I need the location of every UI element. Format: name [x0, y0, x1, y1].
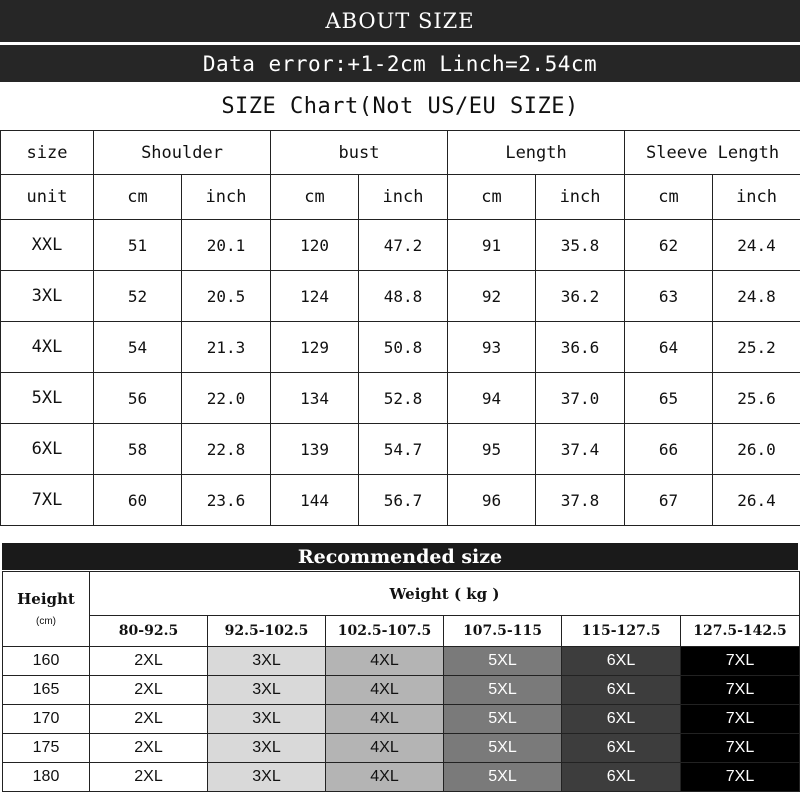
- recommended-size-cell: 2XL: [90, 705, 208, 734]
- height-unit: (cm): [36, 616, 56, 628]
- bust-inch-value: 54.7: [359, 424, 448, 475]
- unit-inch: inch: [713, 175, 800, 220]
- height-row: [3, 734, 800, 763]
- height-value: 175: [3, 734, 90, 763]
- data-error-banner: [0, 45, 800, 82]
- recommended-size-cell: 3XL: [208, 763, 326, 792]
- bust-inch-value: 48.8: [359, 271, 448, 322]
- size-name: 7XL: [1, 475, 94, 526]
- recommended-size-cell: 6XL: [562, 705, 681, 734]
- recommended-size-cell: 2XL: [90, 676, 208, 705]
- height-label: Height: [17, 589, 75, 608]
- shoulder-inch-value: 22.0: [182, 373, 271, 424]
- recommended-size-header: [2, 543, 798, 570]
- recommended-size-cell: 4XL: [326, 734, 444, 763]
- size-name: 6XL: [1, 424, 94, 475]
- shoulder-cm-value: 58: [94, 424, 182, 475]
- height-value: 165: [3, 676, 90, 705]
- sleeve-inch-value: 24.4: [713, 220, 800, 271]
- sleeve-cm-value: 62: [625, 220, 713, 271]
- unit-inch: inch: [359, 175, 448, 220]
- bust-inch-value: 56.7: [359, 475, 448, 526]
- recommended-size-cell: 6XL: [562, 647, 681, 676]
- bust-cm-value: 134: [271, 373, 359, 424]
- sleeve-cm-value: 64: [625, 322, 713, 373]
- bust-cm-value: 129: [271, 322, 359, 373]
- height-row: [3, 763, 800, 792]
- recommended-size-cell: 7XL: [681, 763, 800, 792]
- recommended-size-cell: 5XL: [444, 676, 562, 705]
- unit-inch: inch: [182, 175, 271, 220]
- shoulder-inch-value: 20.1: [182, 220, 271, 271]
- size-name: XXL: [1, 220, 94, 271]
- unit-cm: cm: [448, 175, 536, 220]
- height-value: 170: [3, 705, 90, 734]
- size-label-cell: size: [1, 131, 94, 175]
- unit-header-row: [1, 175, 800, 220]
- weight-range: 127.5-142.5: [681, 616, 800, 647]
- unit-cm: cm: [94, 175, 182, 220]
- group-sleeve-length: Sleeve Length: [625, 131, 800, 175]
- length-cm-value: 91: [448, 220, 536, 271]
- length-cm-value: 96: [448, 475, 536, 526]
- length-inch-value: 36.6: [536, 322, 625, 373]
- recommended-size-cell: 5XL: [444, 705, 562, 734]
- bust-cm-value: 120: [271, 220, 359, 271]
- recommended-size-cell: 7XL: [681, 647, 800, 676]
- height-row: [3, 676, 800, 705]
- bust-cm-value: 124: [271, 271, 359, 322]
- recommended-size-cell: 6XL: [562, 763, 681, 792]
- recommended-size-title: Recommended size: [297, 545, 503, 568]
- weight-range-row: [3, 616, 800, 647]
- recommended-size-cell: 3XL: [208, 705, 326, 734]
- sleeve-cm-value: 66: [625, 424, 713, 475]
- sleeve-inch-value: 25.2: [713, 322, 800, 373]
- size-name: 5XL: [1, 373, 94, 424]
- about-size-header: [0, 0, 800, 42]
- recommended-size-cell: 5XL: [444, 734, 562, 763]
- sleeve-inch-value: 26.0: [713, 424, 800, 475]
- data-error-note: Data error:+1-2cm Linch=2.54cm: [202, 51, 598, 76]
- shoulder-inch-value: 20.5: [182, 271, 271, 322]
- size-name: 3XL: [1, 271, 94, 322]
- weight-header-row: [3, 572, 800, 616]
- shoulder-inch-value: 23.6: [182, 475, 271, 526]
- recommended-size-cell: 4XL: [326, 647, 444, 676]
- unit-cm: cm: [271, 175, 359, 220]
- group-length: Length: [448, 131, 625, 175]
- recommended-size-cell: 6XL: [562, 676, 681, 705]
- recommended-size-cell: 2XL: [90, 647, 208, 676]
- recommended-size-cell: 3XL: [208, 647, 326, 676]
- recommended-size-cell: 2XL: [90, 734, 208, 763]
- recommended-size-cell: 4XL: [326, 705, 444, 734]
- bust-inch-value: 52.8: [359, 373, 448, 424]
- size-row: [1, 322, 800, 373]
- shoulder-cm-value: 60: [94, 475, 182, 526]
- unit-label-cell: unit: [1, 175, 94, 220]
- recommended-size-cell: 7XL: [681, 734, 800, 763]
- length-inch-value: 37.0: [536, 373, 625, 424]
- height-value: 180: [3, 763, 90, 792]
- length-inch-value: 35.8: [536, 220, 625, 271]
- recommended-size-table: [2, 571, 800, 792]
- bust-cm-value: 139: [271, 424, 359, 475]
- weight-range: 92.5-102.5: [208, 616, 326, 647]
- unit-cm: cm: [625, 175, 713, 220]
- length-inch-value: 37.8: [536, 475, 625, 526]
- height-row: [3, 705, 800, 734]
- recommended-size-cell: 4XL: [326, 676, 444, 705]
- shoulder-cm-value: 51: [94, 220, 182, 271]
- length-cm-value: 94: [448, 373, 536, 424]
- size-chart-title: SIZE Chart(Not US/EU SIZE): [221, 93, 579, 119]
- sleeve-inch-value: 24.8: [713, 271, 800, 322]
- size-row: [1, 220, 800, 271]
- recommended-size-cell: 5XL: [444, 647, 562, 676]
- weight-range: 115-127.5: [562, 616, 681, 647]
- height-value: 160: [3, 647, 90, 676]
- sleeve-cm-value: 63: [625, 271, 713, 322]
- recommended-size-cell: 7XL: [681, 705, 800, 734]
- group-shoulder: Shoulder: [94, 131, 271, 175]
- size-row: [1, 373, 800, 424]
- sleeve-inch-value: 25.6: [713, 373, 800, 424]
- shoulder-inch-value: 22.8: [182, 424, 271, 475]
- length-cm-value: 95: [448, 424, 536, 475]
- length-inch-value: 36.2: [536, 271, 625, 322]
- recommended-size-cell: 3XL: [208, 734, 326, 763]
- unit-inch: inch: [536, 175, 625, 220]
- group-bust: bust: [271, 131, 448, 175]
- size-chart-table: [0, 130, 800, 526]
- recommended-size-cell: 6XL: [562, 734, 681, 763]
- length-cm-value: 93: [448, 322, 536, 373]
- weight-range: 80-92.5: [90, 616, 208, 647]
- weight-range: 102.5-107.5: [326, 616, 444, 647]
- sleeve-cm-value: 67: [625, 475, 713, 526]
- weight-label: Weight ( kg ): [90, 572, 800, 616]
- size-row: [1, 424, 800, 475]
- shoulder-inch-value: 21.3: [182, 322, 271, 373]
- bust-inch-value: 47.2: [359, 220, 448, 271]
- sleeve-inch-value: 26.4: [713, 475, 800, 526]
- recommended-size-cell: 7XL: [681, 676, 800, 705]
- recommended-size-cell: 4XL: [326, 763, 444, 792]
- size-row: [1, 475, 800, 526]
- sleeve-cm-value: 65: [625, 373, 713, 424]
- shoulder-cm-value: 56: [94, 373, 182, 424]
- height-row: [3, 647, 800, 676]
- recommended-size-cell: 2XL: [90, 763, 208, 792]
- size-name: 4XL: [1, 322, 94, 373]
- height-header-cell: [3, 572, 90, 647]
- recommended-size-cell: 3XL: [208, 676, 326, 705]
- size-row: [1, 271, 800, 322]
- size-header-row: [1, 131, 800, 175]
- about-size-title: ABOUT SIZE: [325, 9, 475, 33]
- shoulder-cm-value: 54: [94, 322, 182, 373]
- bust-inch-value: 50.8: [359, 322, 448, 373]
- bust-cm-value: 144: [271, 475, 359, 526]
- recommended-size-cell: 5XL: [444, 763, 562, 792]
- weight-range: 107.5-115: [444, 616, 562, 647]
- length-cm-value: 92: [448, 271, 536, 322]
- length-inch-value: 37.4: [536, 424, 625, 475]
- shoulder-cm-value: 52: [94, 271, 182, 322]
